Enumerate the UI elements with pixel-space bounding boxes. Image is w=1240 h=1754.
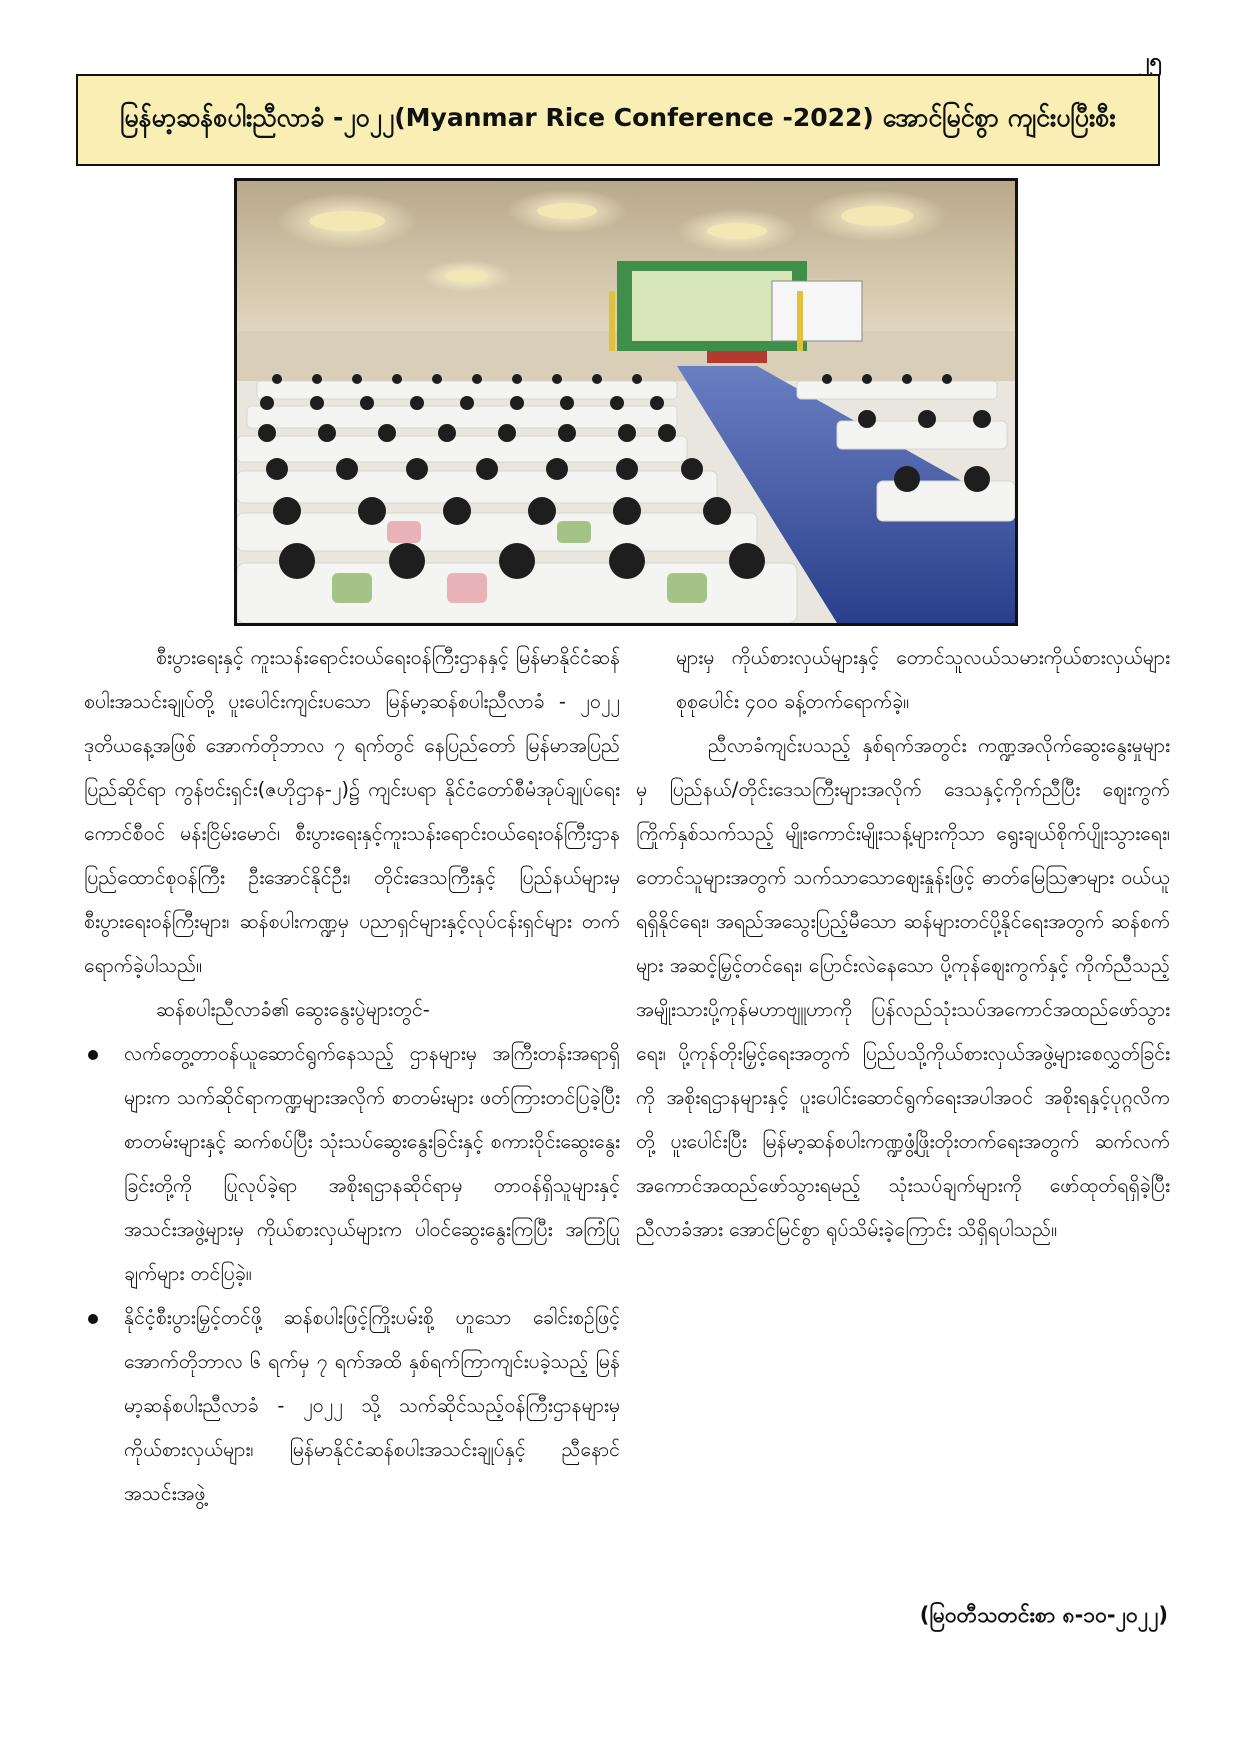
bullet-text: လက်တွေ့တာဝန်ယူဆောင်ရွက်နေသည့် ဌာနများမှ အကြီးတန်းအရာရှိများက သက်ဆိုင်ရာကဏ္ဍများအလိုက် စာတမ်းများ ဖတ်ကြားတင်ပြခဲ့ပြီး စာတမ်းများနှင့် ဆက်စပ်ပြီး သုံးသပ်ဆွေးနွေးခြင်းနှင့် စကားဝိုင်းဆွေးနွေးခြင်းတို့ကို ပြုလုပ်ခဲ့ရာ အစိုးရဌာနဆိုင်ရာမှ တာဝန်ရှိသူများနှင့် အသင်းအဖွဲ့များမှ ကိုယ်စားလှယ်များက ပါဝင်ဆွေးနွေးကြပြီး အကြံပြုချက်များ တင်ပြခဲ့။ [124,1042,620,1285]
bullet-item [84,1296,620,1516]
source-citation: (မြဝတီသတင်းစာ ၈-၁၀-၂၀၂၂) [919,1603,1168,1627]
article-title: မြန်မာ့ဆန်စပါးညီလာခံ -၂၀၂၂(Myanmar Rice Conference -2022) အောင်မြင်စွာ ကျင်းပပြီးစီး [76,74,1160,166]
bullet-text: နိုင်ငံ့စီးပွားမြှင့်တင်ဖို့ ဆန်စပါးဖြင့်ကြိုးပမ်းစို့ ဟူသော ခေါင်းစဉ်ဖြင့် အောက်တိုဘာလ ၆ ရက်မှ ၇ ရက်အထိ နှစ်ရက်ကြာကျင်းပခဲ့သည့် မြန်မာ့ဆန်စပါးညီလာခံ - ၂၀၂၂ သို့ သက်ဆိုင်သည့်ဝန်ကြီးဌာနများမှ ကိုယ်စားလှယ်များ၊ မြန်မာနိုင်ငံဆန်စပါးအသင်းချုပ်နှင့် ညီနောင်အသင်းအဖွဲ့ [124,1306,620,1505]
page-number: ၂၅ [1138,49,1162,74]
conference-hall-illustration [237,181,1015,623]
discussion-bullets [84,1032,620,1516]
bullet-dot-icon [88,1050,98,1060]
bullet-continuation: များမှ ကိုယ်စားလှယ်များနှင့် တောင်သူလယ်သမားကိုယ်စားလှယ်များ စုစုပေါင်း ၄၀၀ ခန့်တက်ရောက်ခဲ့။ [676,646,1170,713]
intro-paragraph: စီးပွားရေးနှင့် ကူးသန်းရောင်းဝယ်ရေးဝန်ကြီးဌာနနှင့် မြန်မာနိုင်ငံဆန်စပါးအသင်းချုပ်တို့ ပူးပေါင်းကျင်းပသော မြန်မာ့ဆန်စပါးညီလာခံ - ၂၀၂၂ ဒုတိယနေ့အဖြစ် အောက်တိုဘာလ ၇ ရက်တွင် နေပြည်တော် မြန်မာအပြည်ပြည်ဆိုင်ရာ ကွန်ဗင်းရှင်း(ဇဟိုဌာန-၂)၌ ကျင်းပရာ နိုင်ငံတော်စီမံအုပ်ချုပ်ရေးကောင်စီဝင် မန်းငြိမ်းမောင်၊ စီးပွားရေးနှင့်ကူးသန်းရောင်းဝယ်ရေးဝန်ကြီးဌာန ပြည်ထောင်စုဝန်ကြီး ဦးအောင်နိုင်ဦး၊ တိုင်းဒေသကြီးနှင့် ပြည်နယ်များမှ စီးပွားရေးဝန်ကြီးများ၊ ဆန်စပါးကဏ္ဍမှ ပညာရှင်များနှင့်လုပ်ငန်းရှင်များ တက်ရောက်ခဲ့ပါသည်။ [84,646,620,977]
discussion-heading: ဆန်စပါးညီလာခံ၏ ဆွေးနွေးပွဲများတွင်- [156,998,430,1021]
left-column [84,636,620,1516]
bullet-item [84,1032,620,1296]
conference-photo [234,178,1018,626]
right-column [636,636,1170,1252]
bullet-dot-icon [88,1314,98,1324]
closing-paragraph: ညီလာခံကျင်းပသည့် နှစ်ရက်အတွင်း ကဏ္ဍအလိုက်ဆွေးနွေးမှုများမှ ပြည်နယ်/တိုင်းဒေသကြီးများအလိုက် ဒေသနှင့်ကိုက်ညီပြီး ဈေးကွက်ကြိုက်နှစ်သက်သည့် မျိုးကောင်းမျိုးသန့်များကိုသာ ရွေးချယ်စိုက်ပျိုးသွားရေး၊ တောင်သူများအတွက် သက်သာသောဈေးနှုန်းဖြင့် ဓာတ်မြေဩဇာများ ဝယ်ယူရရှိနိုင်ရေး၊ အရည်အသွေးပြည့်မီသော ဆန်များတင်ပို့နိုင်ရေးအတွက် ဆန်စက်များ အဆင့်မြှင့်တင်ရေး၊ ပြောင်းလဲနေသော ပို့ကုန်ဈေးကွက်နှင့် ကိုက်ညီသည့် အမျိုးသားပို့ကုန်မဟာဗျူဟာကို ပြန်လည်သုံးသပ်အကောင်အထည်ဖော်သွားရေး၊ ပို့ကုန်တိုးမြှင့်ရေးအတွက် ပြည်ပသို့ကိုယ်စားလှယ်အဖွဲ့များစေလွှတ်ခြင်းကို အစိုးရဌာနများနှင့် ပူးပေါင်းဆောင်ရွက်ရေးအပါအဝင် အစိုးရနှင့်ပုဂ္ဂလိကတို့ ပူးပေါင်းပြီး မြန်မာ့ဆန်စပါးကဏ္ဍဖွံ့ဖြိုးတိုးတက်ရေးအတွက် ဆက်လက်အကောင်အထည်ဖော်သွားရမည့် သုံးသပ်ချက်များကို ဖော်ထုတ်ရရှိခဲ့ပြီး ညီလာခံအား အောင်မြင်စွာ ရုပ်သိမ်းခဲ့ကြောင်း သိရှိရပါသည်။ [636,734,1170,1241]
